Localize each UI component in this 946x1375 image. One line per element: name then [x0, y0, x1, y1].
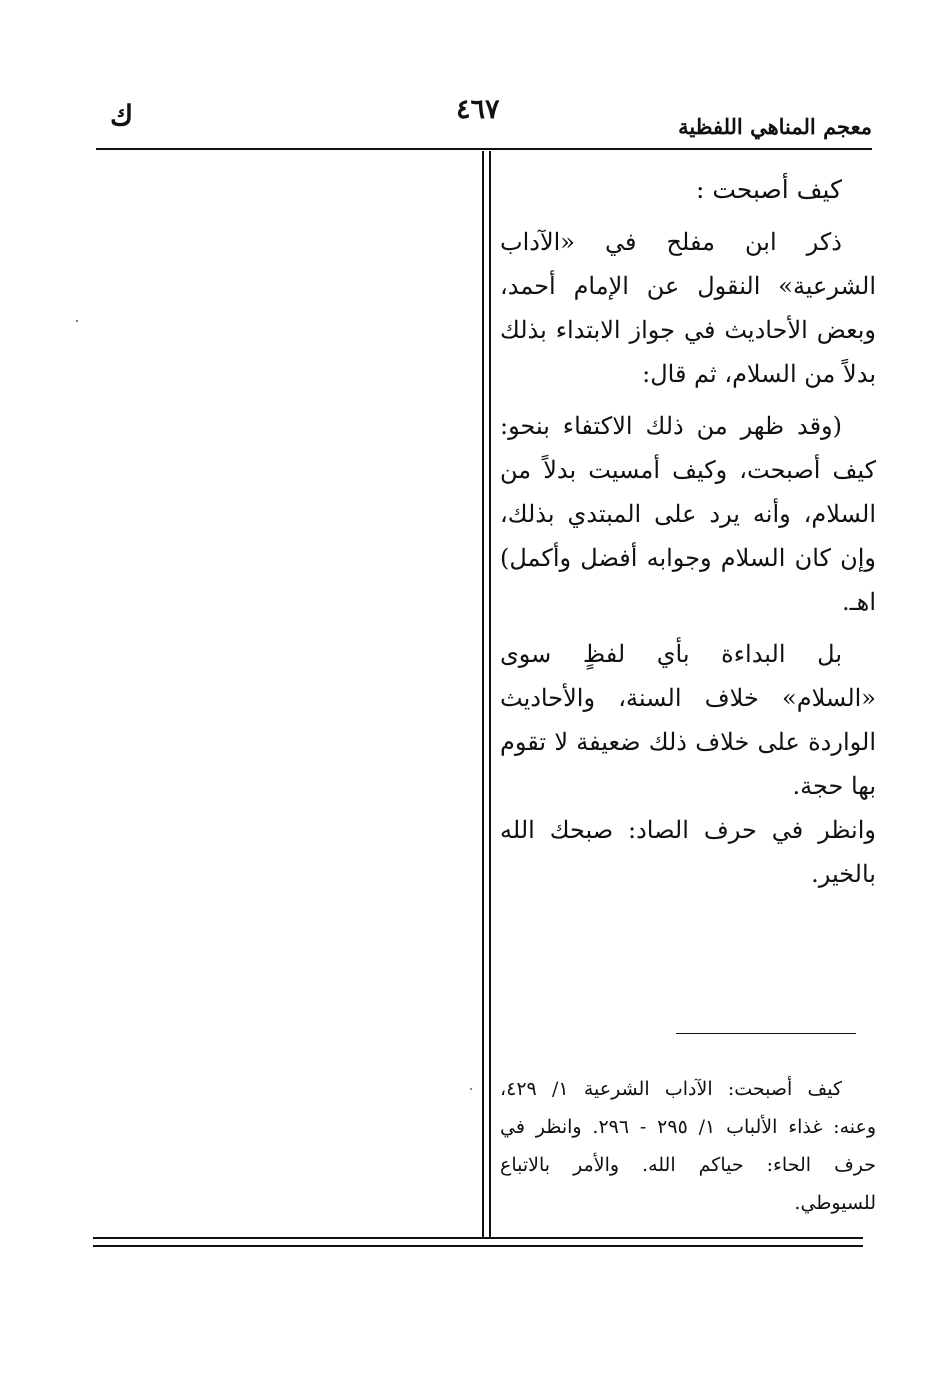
- footnote: [500, 1070, 876, 1222]
- column-separator-line: [482, 151, 484, 1238]
- entry-column: [500, 168, 876, 896]
- footnote-separator: [676, 1033, 856, 1034]
- header-rule: [96, 148, 872, 150]
- entry-paragraph: وانظر في حرف الصاد: صبحك الله بالخير.: [500, 816, 876, 888]
- column-separator-line: [489, 151, 491, 1238]
- book-title: معجم المناهي اللفظية: [678, 114, 872, 139]
- page-number: ٤٦٧: [456, 94, 500, 125]
- entry-paragraph: (وقد ظهر من ذلك الاكتفاء بنحو: كيف أصبحت، وكيف أمسيت بدلاً من السلام، وأنه يرد على المبتدي بذلك، وإن كان السلام وجوابه أفضل وأكمل) اهـ.: [500, 412, 876, 616]
- footer-rule: [93, 1237, 863, 1239]
- scan-speck: [470, 1088, 472, 1090]
- scan-speck: [76, 320, 78, 322]
- entry-heading: كيف أصبحت :: [695, 175, 842, 204]
- section-letter: ك: [110, 99, 134, 132]
- footnote-text: كيف أصبحت: الآداب الشرعية ١/ ٤٢٩، وعنه: غذاء الألباب ١/ ٢٩٥ - ٢٩٦. وانظر في حرف الحاء: حياكم الله. والأمر بالاتباع للسيوطي.: [500, 1078, 876, 1214]
- footer-rule: [93, 1245, 863, 1247]
- entry-paragraph: بل البداءة بأي لفظٍ سوى «السلام» خلاف السنة، والأحاديث الواردة على خلاف ذلك ضعيفة لا تقوم بها حجة.: [500, 640, 876, 800]
- entry-paragraph: ذكر ابن مفلح في «الآداب الشرعية» النقول عن الإمام أحمد، وبعض الأحاديث في جواز الابتداء بذلك بدلاً من السلام، ثم قال:: [500, 228, 876, 388]
- running-header: [96, 96, 872, 146]
